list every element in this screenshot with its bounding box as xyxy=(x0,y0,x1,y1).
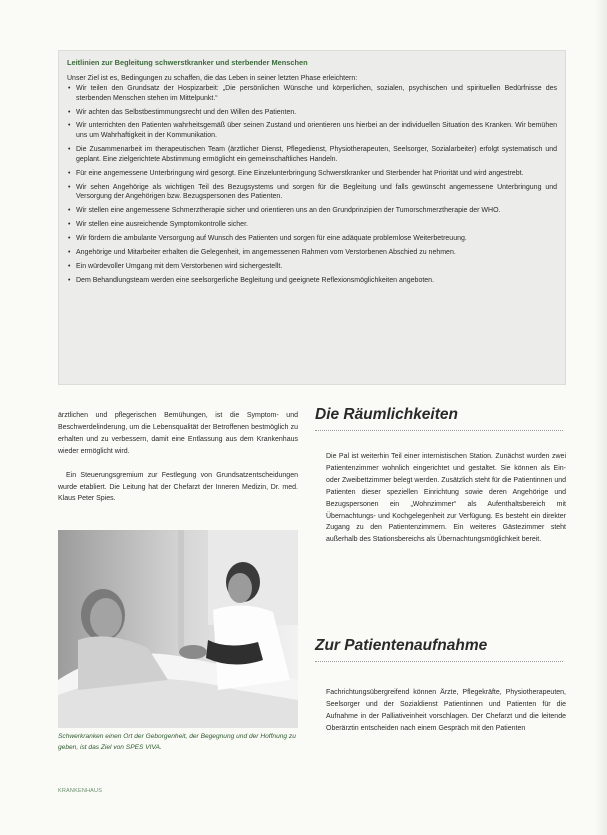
left-column xyxy=(58,410,298,505)
left-paragraph-2: Ein Steuerungsgremium zur Festlegung von Grundsatzentscheidungen wurde etabliert. Die Leitung hat der Chefarzt der Inneren Medizin, Dr. med. Klaus Peter Spies. xyxy=(58,471,298,503)
list-item: • Angehörige und Mitarbeiter erhalten die Gelegenheit, im angemessenen Rahmen vom Verstorbenen Abschied zu nehmen. xyxy=(67,248,557,258)
list-item: • Für eine angemessene Unterbringung wird gesorgt. Eine Einzelunterbringung Schwerstkranker und Sterbender hat Priorität und wird angestrebt. xyxy=(67,169,557,179)
section-heading-rooms: Die Räumlichkeiten xyxy=(315,406,458,423)
admission-paragraph: Fachrichtungsübergreifend können Ärzte, Pflegekräfte, Physiotherapeuten, Seelsorger und der Sozialdienst Patientinnen und Patienten für die Aufnahme in der Palliativeinheit vorschlagen. Der Chefarzt und die leitende Oberärztin entscheiden nach einem Gespräch mit den Patienten xyxy=(326,689,566,732)
list-item: • Wir sehen Angehörige als wichtigen Teil des Bezugsystems und sorgen für die Begleitung und falls gewünscht angemessene Unterbringung und Versorgung der Angehörigen bzw. Bezugspersonen des Patienten. xyxy=(67,183,557,202)
page-footer: KRANKENHAUS xyxy=(58,788,103,794)
guidelines-title: Leitlinien zur Begleitung schwerstkranker und sterbender Menschen xyxy=(67,58,308,67)
list-item: • Wir stellen eine ausreichende Symptomkontrolle sicher. xyxy=(67,220,557,230)
photo-illustration xyxy=(58,530,298,728)
list-item: • Wir stellen eine angemessene Schmerztherapie sicher und orientieren uns an den Grundprinzipien der Tumorschmerztherapie der WHO. xyxy=(67,206,557,216)
heading-divider xyxy=(315,430,563,431)
list-item: • Wir fördern die ambulante Versorgung auf Wunsch des Patienten und sorgen für eine adäquate problemlose Weiterbetreuung. xyxy=(67,234,557,244)
patient-photo xyxy=(58,530,298,728)
guidelines-list xyxy=(67,84,557,285)
photo-caption: Schwerkranken einen Ort der Geborgenheit, der Begegnung und der Hoffnung zu geben, ist das Ziel von SPES VIVA. xyxy=(58,733,296,751)
list-item: • Wir achten das Selbstbestimmungsrecht und den Willen des Patienten. xyxy=(67,108,557,118)
page-edge-shadow xyxy=(595,0,607,835)
guidelines-intro: Unser Ziel ist es, Bedingungen zu schaffen, die das Leben in seiner letzten Phase erleichtern: xyxy=(67,75,358,82)
heading-divider xyxy=(315,661,563,662)
rooms-paragraph: Die Pal ist weiterhin Teil einer internistischen Station. Zunächst wurden zwei Patientenzimmer wohnlich eingerichtet und gestaltet. Sie können als Ein- oder Zweibettzimmer belegt werden. Zusätzlich steht für die Patientinnen und Patienten dieser speziellen Einrichtung sowie deren Angehörige und Bezugspersonen ein „Wohnzimmer“ als Aufenthaltsbereich mit Übernachtungs- und Kochgelegenheit zur Verfügung. Es besteht ein direkter Zugang zu den Patientenzimmern. Ein weiteres Gästezimmer steht außerhalb des Stationsbereichs als Übernachtungsmöglichkeit bereit. xyxy=(326,453,566,544)
guidelines-box xyxy=(58,50,566,385)
left-paragraph-1: ärztlichen und pflegerischen Bemühungen, ist die Symptom- und Beschwerdelinderung, um die Lebensqualität der Betroffenen bestmöglich zu erhalten und zu verbessern, damit eine Entlassung aus dem Krankenhaus wieder ermöglicht wird. xyxy=(58,412,298,455)
list-item: • Wir teilen den Grundsatz der Hospizarbeit: „Die persönlichen Wünsche und körperlichen, sozialen, psychischen und spirituellen Bedürfnisse des sterbenden Menschen stehen im Mittelpunkt.“ xyxy=(67,84,557,103)
rooms-section xyxy=(326,451,566,546)
admission-section xyxy=(326,687,566,735)
list-item: • Ein würdevoller Umgang mit dem Verstorbenen wird sichergestellt. xyxy=(67,262,557,272)
list-item: • Wir unterrichten den Patienten wahrheitsgemäß über seinen Zustand und orientieren uns hierbei an der individuellen Situation des Kranken. Wir bemühen uns um Wahrhaftigkeit in der Kommunikation. xyxy=(67,121,557,140)
list-item: • Dem Behandlungsteam werden eine seelsorgerliche Begleitung und geeignete Reflexionsmöglichkeiten angeboten. xyxy=(67,276,557,286)
list-item: • Die Zusammenarbeit im therapeutischen Team (ärztlicher Dienst, Pflegedienst, Physiotherapeuten, Seelsorger, Sozialarbeiter) erfolgt systematisch und geplant. Eine zielgerichtete Abstimmung ermöglicht ein gemeinschaftliches Handeln. xyxy=(67,145,557,164)
section-heading-admission: Zur Patientenaufnahme xyxy=(315,637,488,654)
